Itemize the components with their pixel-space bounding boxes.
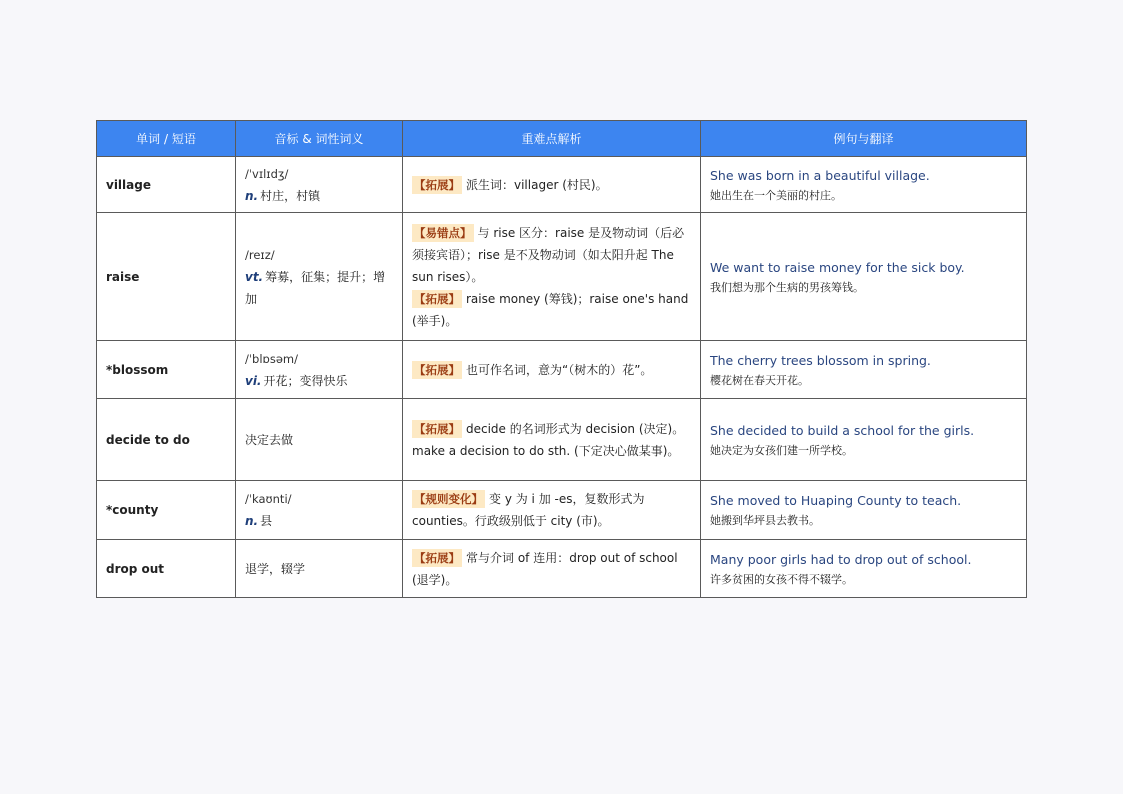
- part-of-speech: n.: [245, 514, 259, 528]
- meaning-text: 县: [260, 514, 273, 528]
- notes-cell: [403, 341, 701, 399]
- example-cell: [701, 540, 1027, 598]
- phonetic-cell: [236, 213, 403, 341]
- part-of-speech: vt.: [245, 269, 264, 284]
- vocabulary-table: [96, 120, 1027, 598]
- phonetic-cell: [236, 540, 403, 598]
- example-cell: [701, 481, 1027, 540]
- word-cell: *county: [97, 481, 236, 540]
- example-chinese: 樱花树在春天开花。: [710, 373, 809, 387]
- word-cell: *blossom: [97, 341, 236, 399]
- header-example: 例句与翻译: [701, 121, 1027, 157]
- word-cell: village: [97, 157, 236, 213]
- header-word: 单词 / 短语: [97, 121, 236, 157]
- example-chinese: 她搬到华坪县去教书。: [710, 514, 820, 527]
- note-text: 派生词：villager (村民)。: [466, 177, 608, 192]
- note-tag: 【拓展】: [414, 550, 460, 565]
- ipa-text: /ˈvɪlɪdʒ/: [245, 166, 289, 181]
- example-chinese: 她出生在一个美丽的村庄。: [710, 188, 842, 202]
- table-row: [97, 399, 1027, 481]
- example-english: The cherry trees blossom in spring.: [710, 352, 931, 368]
- note-tag: 【拓展】: [414, 421, 460, 436]
- example-english: She was born in a beautiful village.: [710, 167, 930, 183]
- meaning-text: 决定去做: [245, 432, 294, 447]
- notes-cell: [403, 157, 701, 213]
- meaning-text: 村庄，村镇: [260, 188, 321, 203]
- example-cell: [701, 341, 1027, 399]
- note-tag: 【拓展】: [414, 291, 460, 306]
- notes-cell: [403, 540, 701, 598]
- table-row: [97, 213, 1027, 341]
- example-cell: [701, 399, 1027, 481]
- note-text: decide 的名词形式为 decision (决定)。make a decision to do sth. (下定决心做某事)。: [412, 421, 685, 458]
- word-cell: raise: [97, 213, 236, 341]
- table-row: [97, 341, 1027, 399]
- notes-cell: [403, 481, 701, 540]
- notes-cell: [403, 213, 701, 341]
- note-tag: 【拓展】: [414, 177, 460, 192]
- notes-cell: [403, 399, 701, 481]
- example-chinese: 我们想为那个生病的男孩筹钱。: [710, 280, 864, 294]
- ipa-text: /reɪz/: [245, 247, 275, 262]
- phonetic-cell: [236, 399, 403, 481]
- meaning-text: 筹募，征集；提升；增加: [245, 269, 386, 306]
- word-cell: drop out: [97, 540, 236, 598]
- word-cell: decide to do: [97, 399, 236, 481]
- example-english: She moved to Huaping County to teach.: [710, 493, 962, 508]
- table-row: [97, 157, 1027, 213]
- meaning-text: 开花；变得快乐: [263, 373, 348, 388]
- note-text: 也可作名词，意为“（树木的）花”。: [466, 362, 653, 377]
- phonetic-cell: [236, 157, 403, 213]
- example-chinese: 她决定为女孩们建一所学校。: [710, 443, 853, 457]
- note-text: 与 rise 区分：raise 是及物动词（后必须接宾语）；rise 是不及物动词（如太阳升起 The sun rises）。: [412, 225, 685, 284]
- table-row: [97, 540, 1027, 598]
- part-of-speech: n.: [245, 188, 259, 203]
- note-tag: 【易错点】: [414, 225, 472, 240]
- example-english: She decided to build a school for the girls.: [710, 422, 975, 438]
- phonetic-cell: [236, 341, 403, 399]
- meaning-text: 退学，辍学: [245, 561, 306, 576]
- header-key-points: 重难点解析: [403, 121, 701, 157]
- example-english: Many poor girls had to drop out of school.: [710, 551, 972, 567]
- note-text: 常与介词 of 连用：drop out of school (退学)。: [412, 550, 678, 587]
- note-text: raise money (筹钱)；raise one's hand (举手)。: [412, 291, 689, 328]
- ipa-text: /ˈkaʊnti/: [245, 492, 292, 506]
- example-chinese: 许多贫困的女孩不得不辍学。: [710, 572, 853, 586]
- example-cell: [701, 157, 1027, 213]
- table-header-row: [97, 121, 1027, 157]
- table-row: [97, 481, 1027, 540]
- note-tag: 【拓展】: [414, 362, 460, 377]
- phonetic-cell: [236, 481, 403, 540]
- part-of-speech: vi.: [245, 373, 262, 388]
- note-text: 变 y 为 i 加 -es，复数形式为 counties。行政级别低于 city (市)。: [412, 492, 645, 528]
- example-cell: [701, 213, 1027, 341]
- note-tag: 【规则变化】: [414, 492, 483, 506]
- ipa-text: /ˈblɒsəm/: [245, 351, 298, 366]
- example-english: We want to raise money for the sick boy.: [710, 259, 965, 275]
- header-phonetic-meaning: 音标 & 词性词义: [236, 121, 403, 157]
